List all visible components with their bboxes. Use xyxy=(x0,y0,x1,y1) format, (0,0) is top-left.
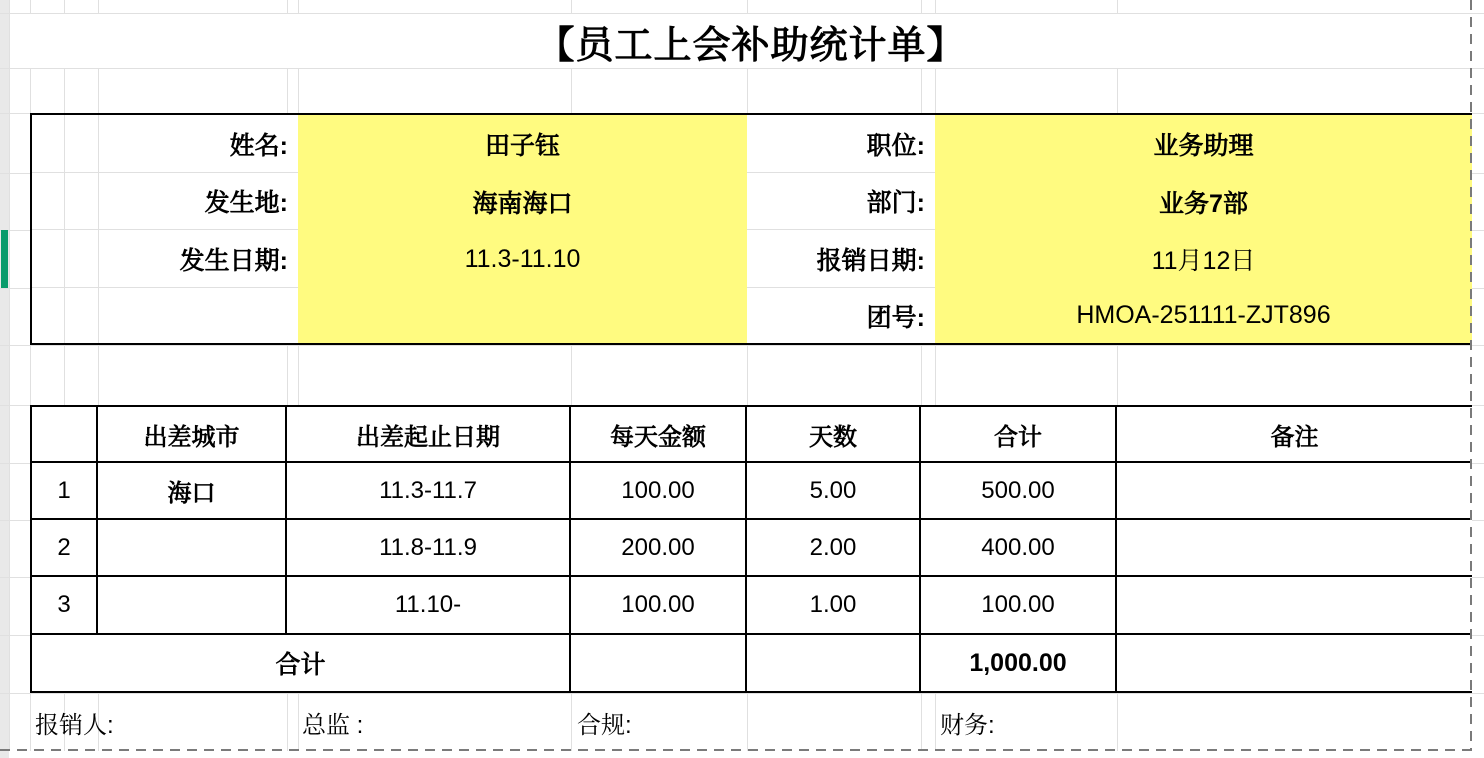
position-value-cell[interactable] xyxy=(935,115,1472,173)
signature-director[interactable]: 总监 : xyxy=(302,711,364,739)
trip-date-label: 发生日期: xyxy=(179,246,288,275)
row1-amount[interactable]: 100.00 xyxy=(571,463,747,520)
trip-date-label-cell[interactable] xyxy=(32,230,298,288)
header-subtotal[interactable]: 合计 xyxy=(921,407,1117,463)
total-empty-amount[interactable] xyxy=(571,635,747,691)
gridline-h xyxy=(0,345,1484,346)
department-value-cell[interactable] xyxy=(935,173,1472,230)
row2-amount[interactable]: 200.00 xyxy=(571,520,747,577)
gridline-v xyxy=(64,115,65,343)
trip-date-value: 11.3-11.10 xyxy=(464,244,581,273)
position-label: 职位: xyxy=(866,131,925,160)
row1-city[interactable]: 海口 xyxy=(98,463,287,520)
row3-index[interactable]: 3 xyxy=(32,577,98,635)
employee-info-form xyxy=(30,113,1472,345)
row1-index[interactable]: 1 xyxy=(32,463,98,520)
location-label-cell[interactable] xyxy=(32,173,298,230)
row1-dates[interactable]: 11.3-11.7 xyxy=(287,463,571,520)
name-value: 田子钰 xyxy=(484,132,560,160)
row1-subtotal[interactable]: 500.00 xyxy=(921,463,1117,520)
expense-table xyxy=(30,405,1472,693)
gridline-v xyxy=(98,115,99,343)
department-value: 业务7部 xyxy=(1159,189,1248,218)
signature-reimburser[interactable]: 报销人: xyxy=(35,711,114,739)
header-date-range[interactable]: 出差起止日期 xyxy=(287,407,571,463)
reimburse-date-label: 报销日期: xyxy=(816,246,925,275)
row1-days[interactable]: 5.00 xyxy=(747,463,921,520)
row2-index[interactable]: 2 xyxy=(32,520,98,577)
total-label-cell[interactable]: 合计 xyxy=(32,635,571,691)
reimburse-date-label-cell[interactable] xyxy=(747,230,935,288)
row3-subtotal[interactable]: 100.00 xyxy=(921,577,1117,635)
gridline-h xyxy=(0,693,1484,694)
header-city[interactable]: 出差城市 xyxy=(98,407,287,463)
position-value: 业务助理 xyxy=(1153,132,1254,160)
sheet-title[interactable]: 【员工上会补助统计单】 xyxy=(30,14,1472,68)
total-empty-remark[interactable] xyxy=(1117,635,1472,691)
location-value: 海南海口 xyxy=(472,189,573,218)
row3-city[interactable] xyxy=(98,577,287,635)
page-break-line-horizontal xyxy=(0,749,1472,751)
empty-label-cell[interactable] xyxy=(32,288,298,343)
row2-days[interactable]: 2.00 xyxy=(747,520,921,577)
row3-amount[interactable]: 100.00 xyxy=(571,577,747,635)
name-value-cell[interactable] xyxy=(298,115,747,173)
header-remark[interactable]: 备注 xyxy=(1117,407,1472,463)
name-label-cell[interactable] xyxy=(32,115,298,173)
location-value-cell[interactable] xyxy=(298,173,747,230)
name-label: 姓名: xyxy=(229,131,288,160)
group-no-label: 团号: xyxy=(866,303,925,332)
row2-city[interactable] xyxy=(98,520,287,577)
row2-dates[interactable]: 11.8-11.9 xyxy=(287,520,571,577)
row2-subtotal[interactable]: 400.00 xyxy=(921,520,1117,577)
row3-remark[interactable] xyxy=(1117,577,1472,635)
row1-remark[interactable] xyxy=(1117,463,1472,520)
group-no-value: HMOA-251111-ZJT896 xyxy=(1076,301,1331,329)
location-label: 发生地: xyxy=(204,189,288,217)
empty-value-cell[interactable] xyxy=(298,288,747,343)
total-empty-days[interactable] xyxy=(747,635,921,691)
signature-finance[interactable]: 财务: xyxy=(940,711,995,739)
department-label: 部门: xyxy=(866,189,925,217)
reimburse-date-value-cell[interactable] xyxy=(935,230,1472,288)
position-label-cell[interactable] xyxy=(747,115,935,173)
reimburse-date-value: 11月12日 xyxy=(1151,247,1256,275)
group-no-value-cell[interactable] xyxy=(935,288,1472,343)
page-break-line-vertical xyxy=(1470,0,1472,751)
signature-compliance[interactable]: 合规: xyxy=(577,711,632,739)
row3-dates[interactable]: 11.10- xyxy=(287,577,571,635)
row2-remark[interactable] xyxy=(1117,520,1472,577)
header-days[interactable]: 天数 xyxy=(747,407,921,463)
header-index[interactable] xyxy=(32,407,98,463)
trip-date-value-cell[interactable] xyxy=(298,230,747,288)
total-value-cell[interactable]: 1,000.00 xyxy=(921,635,1117,691)
row3-days[interactable]: 1.00 xyxy=(747,577,921,635)
group-no-label-cell[interactable] xyxy=(747,288,935,343)
green-row-indicator xyxy=(1,230,8,288)
header-daily-amount[interactable]: 每天金额 xyxy=(571,407,747,463)
department-label-cell[interactable] xyxy=(747,173,935,230)
